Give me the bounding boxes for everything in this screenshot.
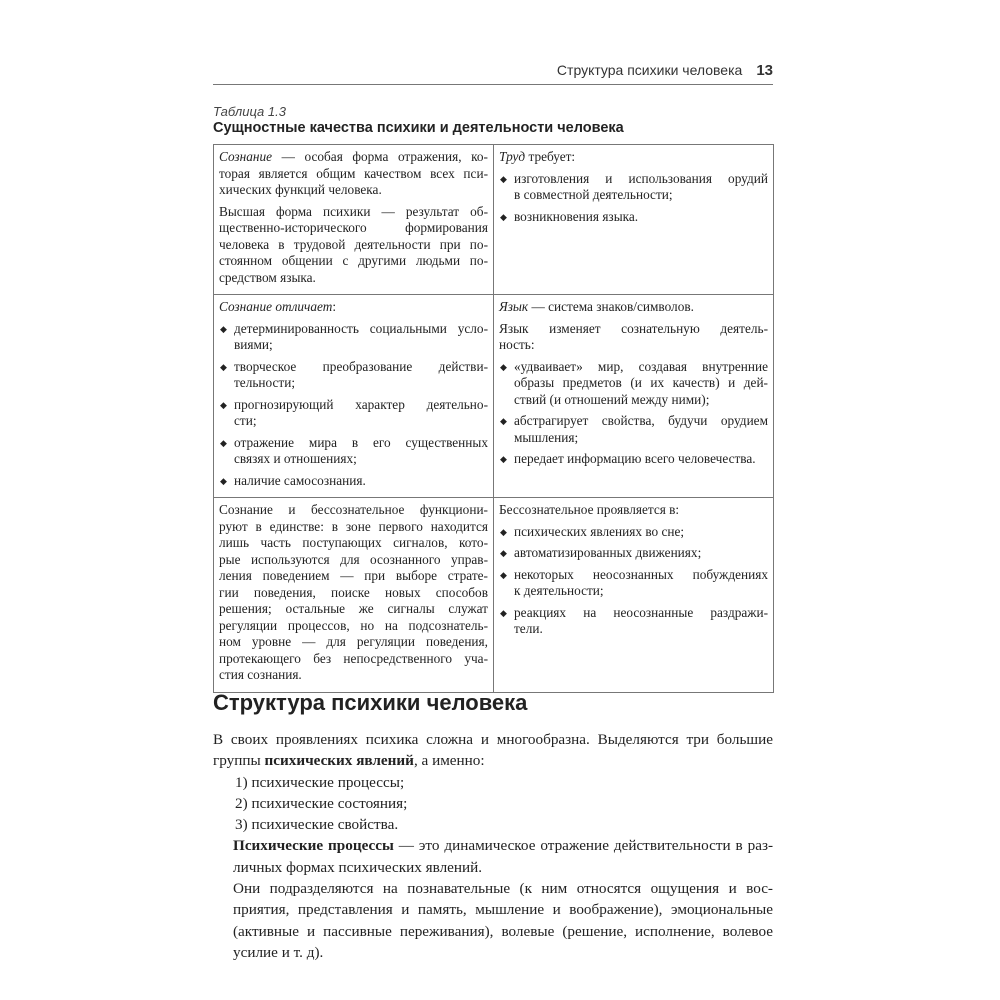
body-paragraph: [213, 878, 773, 963]
table-cell-right: [494, 498, 774, 693]
diamond-bullet-icon: ◆: [500, 454, 507, 464]
text-line: регуляции процессов, но на подсознатель-: [219, 617, 488, 633]
table-cell-right: [494, 145, 774, 295]
table-cell-left: [214, 498, 494, 693]
text-line: Язык изменяет сознательную деятель-: [499, 320, 768, 336]
text-line: изготовления и использования орудий: [514, 170, 768, 186]
text-line: личных формах психических явлений.: [233, 858, 483, 876]
text-line: творческое преобразование действи-: [234, 358, 488, 374]
text-line: В своих проявлениях психика сложна и многообразна. Выделяются три большие: [213, 731, 773, 748]
table-caption: Таблица 1.3: [213, 104, 286, 119]
text-line: [219, 299, 488, 316]
cell-paragraph: [219, 204, 488, 287]
text-line: «удваивает» мир, создавая внутренние: [514, 358, 768, 374]
text-line: [499, 149, 768, 166]
table-row: [214, 498, 774, 693]
text-line: абстрагирует свойства, будучи орудием: [514, 413, 768, 428]
text-run: — система знаков/символов.: [528, 299, 694, 314]
text-line: (активные и пассивные переживания), волевые (решение, исполнение, волевое: [233, 922, 773, 940]
running-head-title: Структура психики человека: [556, 62, 743, 78]
text-line: гии поведения, поиске новых способов: [219, 584, 488, 600]
text-line: возникновения языка.: [514, 208, 639, 224]
cell-paragraph: [499, 149, 768, 166]
text-line: ствий (и отношений между ними);: [514, 391, 710, 407]
bullet-item: [219, 321, 488, 354]
diamond-bullet-icon: ◆: [220, 475, 227, 486]
bullet-item: [499, 605, 768, 638]
diamond-bullet-icon: ◆: [500, 569, 507, 580]
diamond-bullet-icon: ◆: [500, 211, 507, 222]
text-line: протекающего без непосредственного уча-: [219, 650, 488, 666]
text-line: 1) психические процессы;: [235, 773, 405, 791]
text-line: ность:: [499, 337, 535, 352]
bullet-item: [499, 524, 768, 541]
text-run: группы: [213, 752, 265, 770]
diamond-bullet-icon: ◆: [500, 173, 507, 184]
text-line: отражение мира в его существенных: [234, 434, 488, 450]
text-line: ном уровне — для регуляции поведения,: [219, 634, 488, 649]
text-line: торая является общим качеством всех пси-: [219, 165, 488, 181]
text-line: виями;: [234, 337, 273, 352]
italic-term: Труд: [499, 149, 526, 164]
text-run: :: [332, 299, 337, 314]
text-run: — особая форма отражения, ко-: [272, 149, 488, 164]
body-paragraph: [213, 772, 773, 793]
cell-paragraph: [219, 502, 488, 684]
text-line: стоянном общении с другими людьми по-: [219, 253, 488, 268]
text-line: [213, 750, 773, 771]
text-line: [233, 835, 773, 856]
text-line: Они подразделяются на познавательные (к ним относятся ощущения и вос-: [233, 880, 773, 898]
text-line: рые используются для осознанного управ-: [219, 551, 488, 567]
text-line: связях и отношениях;: [234, 451, 357, 466]
bullet-item: [499, 209, 768, 226]
body-paragraph: [213, 835, 773, 878]
text-line: Высшая форма психики — результат об-: [219, 203, 488, 219]
text-line: человека в трудовой деятельности при по-: [219, 236, 488, 252]
text-line: [499, 299, 768, 316]
cell-paragraph: [219, 299, 488, 316]
cell-paragraph: [219, 149, 488, 199]
text-line: усилие и т. д).: [233, 943, 324, 961]
bullet-item: [219, 397, 488, 430]
qualities-table: [213, 144, 774, 693]
text-line: ления поведением — при выборе страте-: [219, 568, 488, 583]
text-line: [219, 149, 488, 166]
text-line: стия сознания.: [219, 667, 302, 682]
text-line: автоматизированных движениях;: [514, 545, 702, 560]
text-line: тели.: [514, 621, 543, 636]
diamond-bullet-icon: ◆: [500, 416, 507, 426]
text-line: руют в единстве: в зоне первого находится: [219, 518, 488, 534]
text-line: реакциях на неосознанные раздражи-: [514, 604, 768, 620]
section-heading: Структура психики человека: [213, 690, 528, 715]
diamond-bullet-icon: ◆: [220, 361, 227, 372]
body-paragraph: [213, 729, 773, 772]
text-run: требует:: [525, 149, 576, 164]
text-line: решения; остальные же сигналы служат: [219, 601, 488, 616]
text-line: тельности;: [234, 375, 296, 390]
cell-paragraph: [499, 299, 768, 316]
text-line: наличие самосознания.: [234, 472, 366, 488]
text-line: мышления;: [514, 429, 579, 445]
italic-term: Сознание отличает: [219, 299, 333, 314]
text-line: к деятельности;: [514, 583, 604, 598]
diamond-bullet-icon: ◆: [500, 548, 507, 558]
text-line: лишь часть поступающих сигналов, кото-: [219, 535, 488, 550]
text-run: , а именно:: [413, 752, 485, 770]
bullet-item: [499, 359, 768, 409]
text-line: щественно-исторического формирования: [219, 220, 488, 235]
text-line: некоторых неосознанных побуждениях: [514, 566, 768, 582]
italic-term: Сознание: [219, 149, 273, 164]
section-body: [213, 729, 773, 963]
page-number: 13: [756, 62, 773, 79]
diamond-bullet-icon: ◆: [220, 437, 227, 448]
diamond-bullet-icon: ◆: [220, 323, 227, 334]
bullet-item: [499, 413, 768, 446]
text-line: психических явлениях во сне;: [514, 523, 685, 539]
text-line: хических функций человека.: [219, 182, 382, 197]
table-row: [214, 295, 774, 498]
text-line: Бессознательное проявляется в:: [499, 502, 680, 517]
table-cell-left: [214, 295, 494, 498]
text-line: детерминированность социальными усло-: [234, 320, 488, 336]
bullet-item: [219, 435, 488, 468]
bullet-item: [499, 451, 768, 468]
text-line: передает информацию всего человечества.: [514, 451, 756, 466]
text-line: в совместной деятельности;: [514, 187, 673, 202]
table-cell-right: [494, 295, 774, 498]
cell-paragraph: [499, 502, 768, 519]
table-row: [214, 145, 774, 295]
diamond-bullet-icon: ◆: [220, 399, 227, 410]
bullet-item: [219, 473, 488, 490]
diamond-bullet-icon: ◆: [500, 607, 507, 618]
text-line: приятия, представления и память, мышление и воображение), эмоциональные: [233, 901, 773, 919]
bullet-item: [499, 171, 768, 204]
bullet-item: [499, 567, 768, 600]
diamond-bullet-icon: ◆: [500, 526, 507, 537]
table-cell-left: [214, 145, 494, 295]
text-line: прогнозирующий характер деятельно-: [234, 396, 488, 412]
text-run: — это динамическое отражение действительности в раз-: [393, 837, 774, 855]
text-line: 3) психические свойства.: [235, 816, 399, 834]
table-title: Сущностные качества психики и деятельности человека: [213, 120, 624, 136]
running-head: [213, 62, 773, 79]
diamond-bullet-icon: ◆: [500, 361, 507, 372]
body-paragraph: [213, 793, 773, 814]
body-paragraph: [213, 814, 773, 835]
bullet-item: [499, 545, 768, 562]
text-line: образы предметов (и их качеств) и дей-: [514, 375, 768, 390]
header-rule: [213, 84, 773, 85]
cell-paragraph: [499, 321, 768, 354]
text-line: Сознание и бессознательное функциони-: [219, 502, 488, 517]
bold-term: психических явлений: [264, 752, 414, 770]
italic-term: Язык: [499, 299, 529, 314]
text-line: 2) психические состояния;: [235, 794, 408, 812]
bullet-item: [219, 359, 488, 392]
text-line: сти;: [234, 413, 257, 428]
text-line: средством языка.: [219, 269, 316, 285]
bold-term: Психические процессы: [233, 837, 394, 855]
